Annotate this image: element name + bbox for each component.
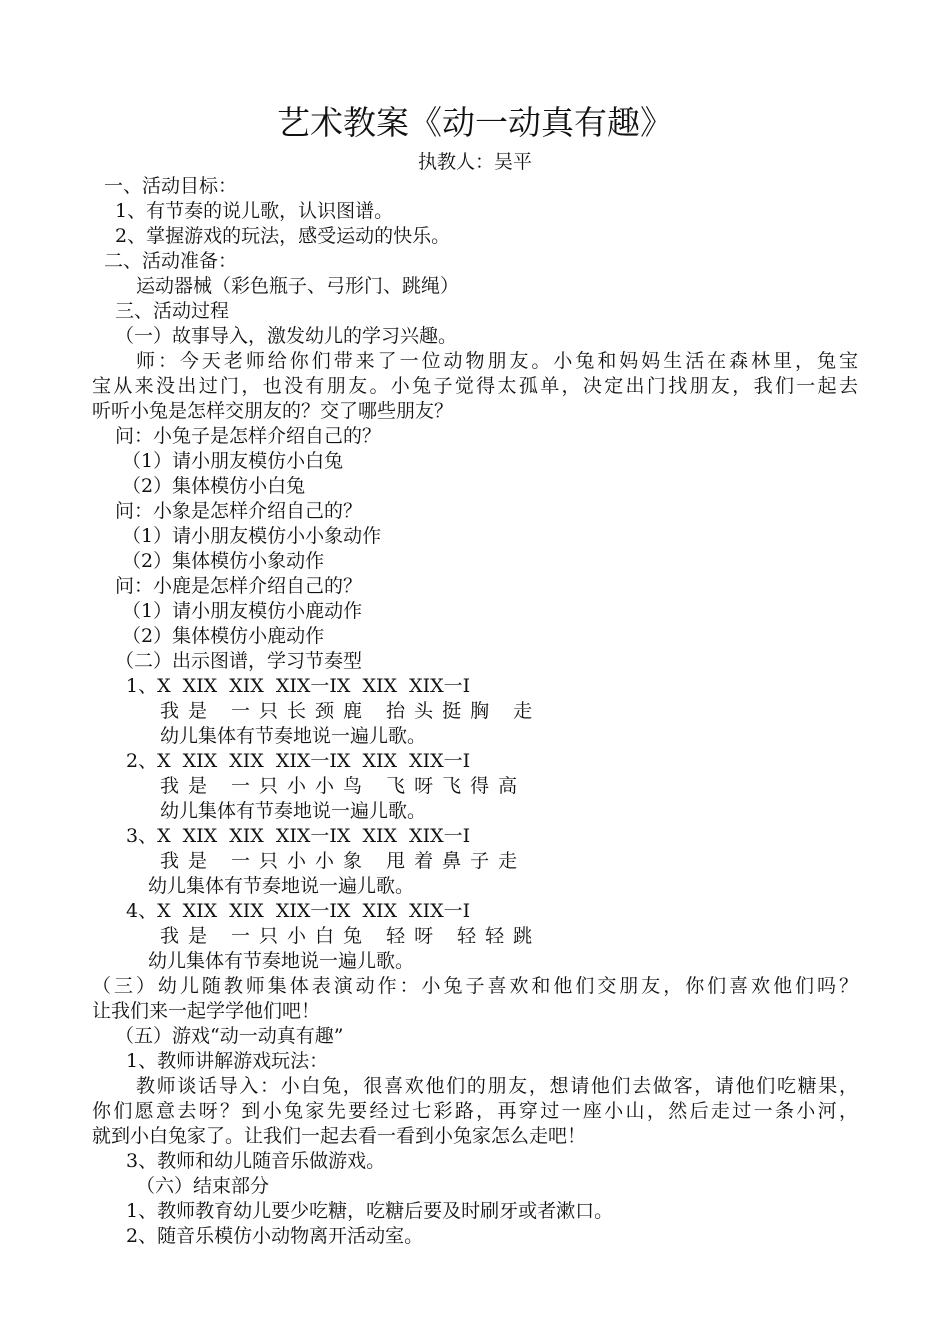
section-heading-preparation: 二、活动准备：: [104, 250, 238, 272]
story-paragraph-line: 师：今天老师给你们带来了一位动物朋友。小兔和妈妈生活在森林里，兔宝: [136, 350, 858, 372]
rhythm-lyrics: 我是 一只小白兔 轻呀 轻轻跳: [160, 925, 542, 947]
game-paragraph-line: 你们愿意去呀？到小兔家先要经过七彩路，再穿过一座小山，然后走过一条小河，: [92, 1100, 858, 1122]
rhythm-note: 幼儿集体有节奏地说一遍儿歌。: [148, 875, 415, 897]
question-elephant: 问：小象是怎样介绍自己的？: [115, 500, 363, 522]
rhythm-pattern: 1、X XIX XIX XIX一IX XIX XIX一I: [126, 675, 471, 697]
game-step-3: 3、教师和幼儿随音乐做游戏。: [126, 1150, 386, 1172]
game-paragraph-line: 教师谈话导入：小白兔，很喜欢他们的朋友，想请他们去做客，请他们吃糖果，: [136, 1075, 858, 1097]
part3-paragraph-line: 让我们来一起学学他们吧！: [92, 1000, 321, 1022]
game-paragraph-line: 就到小白兔家了。让我们一起去看一看到小兔家怎么走吧！: [92, 1125, 587, 1147]
goal-item-1: 1、有节奏的说儿歌，认识图谱。: [115, 200, 394, 222]
rhythm-lyrics: 我是 一只小小象 甩着鼻子走: [160, 850, 527, 872]
part3-paragraph-line: （三）幼儿随教师集体表演动作：小兔子喜欢和他们交朋友，你们喜欢他们吗？: [92, 975, 858, 997]
preparation-content: 运动器械（彩色瓶子、弓形门、跳绳）: [136, 275, 460, 297]
question-deer-item: （2）集体模仿小鹿动作: [122, 625, 325, 647]
rhythm-pattern: 4、X XIX XIX XIX一IX XIX XIX一I: [126, 900, 471, 922]
rhythm-lyrics: 我是 一只长颈鹿 抬头挺胸 走: [160, 700, 542, 722]
author-line: 执教人：吴平: [417, 151, 532, 173]
section-heading-goals: 一、活动目标：: [104, 175, 238, 197]
rhythm-note: 幼儿集体有节奏地说一遍儿歌。: [148, 950, 415, 972]
rhythm-note: 幼儿集体有节奏地说一遍儿歌。: [160, 800, 427, 822]
question-rabbit-item: （2）集体模仿小白兔: [122, 475, 306, 497]
story-paragraph-line: 宝从来没出过门，也没有朋友。小兔子觉得太孤单，决定出门找朋友，我们一起去: [92, 375, 858, 397]
part5-heading: （五）游戏“动一动真有趣”: [115, 1025, 344, 1047]
rhythm-note: 幼儿集体有节奏地说一遍儿歌。: [160, 725, 427, 747]
question-rabbit: 问：小兔子是怎样介绍自己的？: [115, 425, 382, 447]
ending-item-2: 2、随音乐模仿小动物离开活动室。: [126, 1225, 424, 1247]
goal-item-2: 2、掌握游戏的玩法，感受运动的快乐。: [115, 225, 451, 247]
part6-heading: （六）结束部分: [136, 1175, 270, 1197]
question-elephant-item: （2）集体模仿小象动作: [122, 550, 325, 572]
game-step-1: 1、教师讲解游戏玩法：: [126, 1050, 329, 1072]
rhythm-pattern: 3、X XIX XIX XIX一IX XIX XIX一I: [126, 825, 471, 847]
question-rabbit-item: （1）请小朋友模仿小白兔: [122, 450, 344, 472]
section-heading-process: 三、活动过程: [115, 300, 230, 322]
question-deer-item: （1）请小朋友模仿小鹿动作: [122, 600, 363, 622]
rhythm-pattern: 2、X XIX XIX XIX一IX XIX XIX一I: [126, 750, 471, 772]
question-deer: 问：小鹿是怎样介绍自己的？: [115, 575, 363, 597]
part1-heading: （一）故事导入，激发幼儿的学习兴趣。: [115, 325, 458, 347]
rhythm-lyrics: 我是 一只小小鸟 飞呀飞得高: [160, 775, 527, 797]
part2-heading: （二）出示图谱，学习节奏型: [115, 650, 363, 672]
document-title: 艺术教案《动一动真有趣》: [277, 103, 673, 142]
question-elephant-item: （1）请小朋友模仿小小象动作: [122, 525, 382, 547]
ending-item-1: 1、教师教育幼儿要少吃糖，吃糖后要及时刷牙或者漱口。: [126, 1200, 614, 1222]
story-paragraph-line: 听听小兔是怎样交朋友的？交了哪些朋友？: [92, 400, 454, 422]
